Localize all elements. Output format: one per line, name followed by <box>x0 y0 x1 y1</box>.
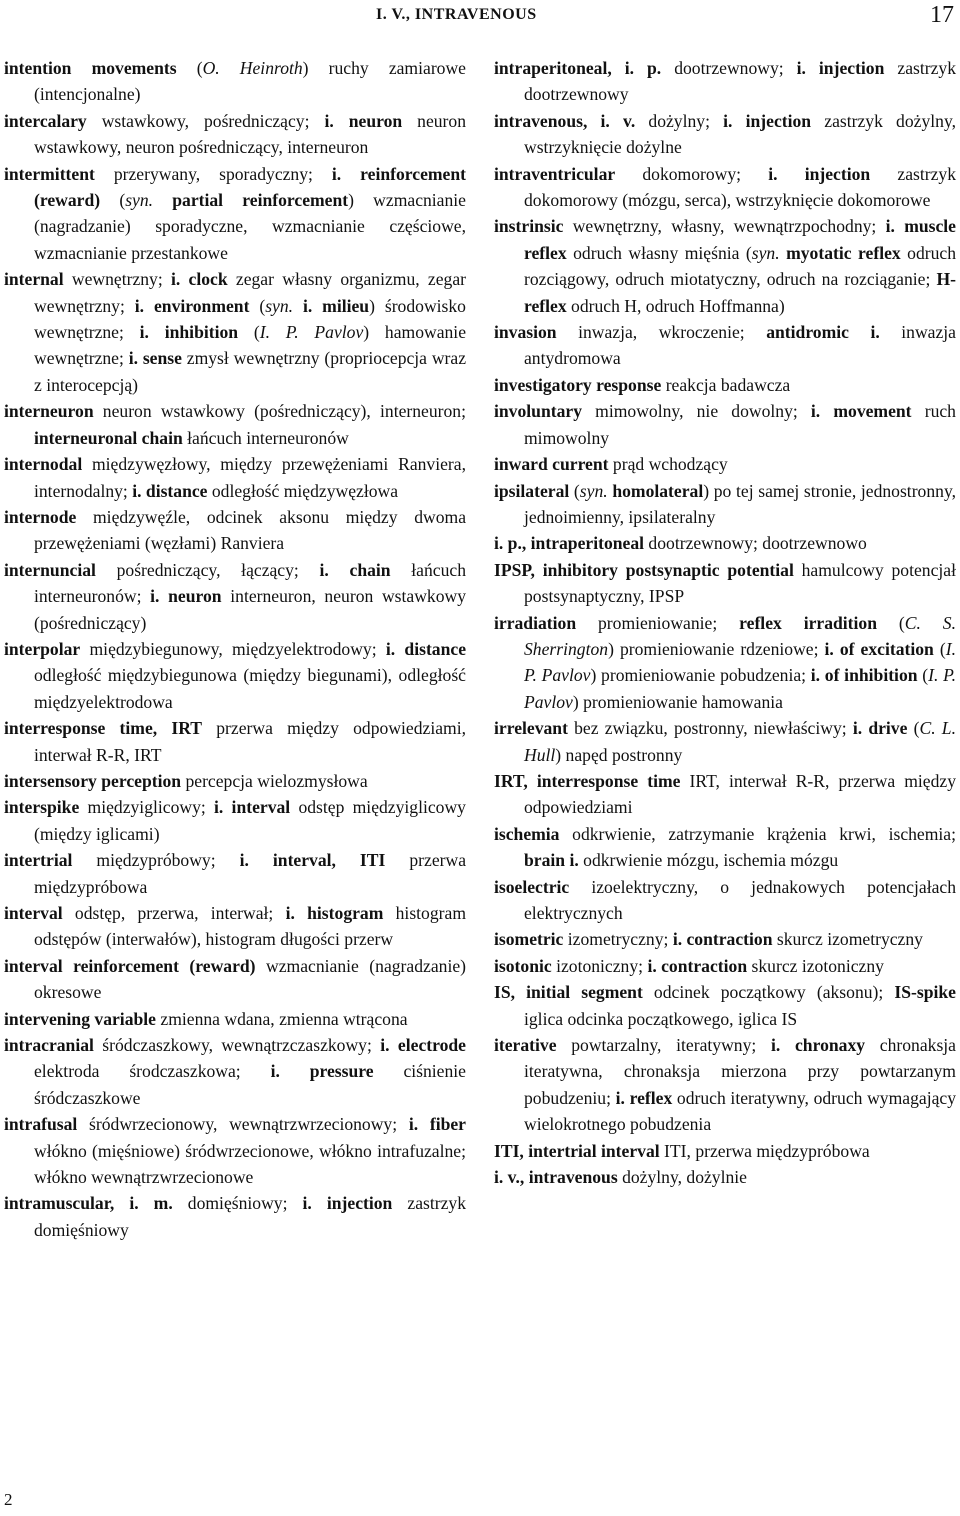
entry-term: internode <box>4 506 77 527</box>
entry-italic: C. L. Hull <box>524 718 956 765</box>
dictionary-entry <box>4 847 466 900</box>
entry-text: hamulcowy potencjał postsynaptyczny, IPSP <box>524 559 956 607</box>
entry-term: isotonic <box>494 955 552 976</box>
entry-text: dootrzewnowy; <box>661 58 797 78</box>
entry-text: neuron wstawkowy, neuron pośredniczący, interneuron <box>34 110 467 158</box>
entry-text: ( <box>907 718 920 739</box>
entry-text: międzypróbowy; <box>72 850 240 871</box>
entry-text: ( <box>933 638 946 659</box>
entry-term: internuncial <box>4 559 96 580</box>
entry-term: i. injection <box>723 110 812 131</box>
entry-text: ( <box>238 322 260 343</box>
entry-text: śródczaszkowy, wewnątrzczaszkowy; <box>93 1035 381 1056</box>
entry-italic: syn. <box>579 480 608 501</box>
entry-text: skurcz izometryczny <box>772 929 923 950</box>
entry-term: investigatory response <box>494 374 662 395</box>
dictionary-entry <box>494 926 956 952</box>
entry-term: partial reinforcement <box>172 190 349 211</box>
entry-term: intravenous, i. v. <box>494 110 636 131</box>
entry-term: i. muscle reflex <box>524 216 956 263</box>
entry-term: brain i. <box>524 850 579 871</box>
entry-term: interspike <box>4 797 80 818</box>
entry-text: odkrwienie mózgu, ischemia mózgu <box>578 850 839 871</box>
entry-text <box>293 296 303 316</box>
entry-text: ruch mimowolny <box>524 401 956 448</box>
entry-text: zastrzyk domięśniowy <box>34 1193 467 1240</box>
entry-text: międzywęzłowy, między przewężeniami Ranviera, internodalny; <box>34 454 466 501</box>
running-head: I. V., INTRAVENOUS <box>376 6 537 23</box>
right-column <box>494 55 956 1190</box>
entry-text: zastrzyk dokomorowy (mózgu, serca), wstrzyknięcie dokomorowe <box>524 163 956 211</box>
entry-term: H-reflex <box>524 269 956 316</box>
entry-term: i. milieu <box>302 295 370 316</box>
entry-term: intercalary <box>4 110 87 131</box>
entry-text: promieniowanie; <box>576 612 740 633</box>
entry-text: ( <box>100 190 126 211</box>
entry-text: wewnętrzny, własny, wewnątrzpochodny; <box>563 216 886 237</box>
entry-text: śródwrzecionowy, wewnątrzwrzecionowy; <box>77 1114 409 1135</box>
entry-text: ITI, przerwa międzypróbowa <box>659 1140 870 1161</box>
dictionary-entry <box>4 398 466 451</box>
dictionary-entry <box>4 1190 466 1243</box>
entry-term: ischemia <box>494 823 560 844</box>
entry-term: IPSP, inhibitory postsynaptic potential <box>494 559 794 580</box>
entry-term: ipsilateral <box>494 480 570 501</box>
entry-text: zastrzyk dożylny, wstrzyknięcie dożylne <box>524 110 956 158</box>
dictionary-entry <box>4 636 466 715</box>
entry-term: i. interval, ITI <box>239 850 386 871</box>
entry-text: ( <box>917 665 929 686</box>
entry-text: bez związku, postronny, niewłaściwy; <box>567 718 853 739</box>
entry-term: i. reflex <box>615 1087 673 1108</box>
entry-text: łańcuch interneuronów <box>182 427 349 448</box>
entry-italic: I. P. Pavlov <box>524 638 956 686</box>
entry-term: i. pressure <box>270 1061 374 1082</box>
entry-text: ) napęd postronny <box>555 744 683 765</box>
entry-term: reflex irradition <box>739 612 877 633</box>
entry-text: zmysł wewnętrzny (propriocepcja wraz z interocepcją) <box>34 348 467 395</box>
entry-text: zastrzyk dootrzewnowy <box>524 58 957 105</box>
entry-text: ciśnienie śródczaszkowe <box>34 1061 466 1108</box>
dictionary-entry <box>494 530 956 556</box>
entry-text: odruch rozciągowy, odruch miotatyczny, odruch na rozciąganie; <box>524 242 957 290</box>
entry-term: i. electrode <box>380 1035 466 1056</box>
entry-text: domięśniowy; <box>172 1193 303 1214</box>
dictionary-entry <box>4 900 466 953</box>
entry-text: ( <box>877 612 905 633</box>
entry-term: i. injection <box>796 58 885 78</box>
entry-text: izoelektryczny, o jednakowych potencjałach elektrycznych <box>524 876 956 923</box>
dictionary-entry <box>494 768 956 821</box>
entry-term: i. injection <box>302 1193 393 1214</box>
entry-text: ) promieniowanie pobudzenia; <box>590 665 811 686</box>
entry-term: intraventricular <box>494 163 616 184</box>
entry-text: elektroda środczaszkowa; <box>34 1061 271 1082</box>
dictionary-entry <box>494 979 956 1032</box>
entry-term: interneuron <box>4 401 94 422</box>
entry-term: i. chain <box>319 559 391 580</box>
dictionary-entry <box>494 1138 956 1164</box>
entry-text: odległość międzywęzłowa <box>207 480 399 501</box>
entry-term: intervening variable <box>4 1008 156 1029</box>
dictionary-entry <box>494 610 956 716</box>
entry-text: odległość międzybiegunowa (między biegunami), odległość międzyelektrodowa <box>34 665 466 712</box>
dictionary-entry <box>494 372 956 398</box>
entry-text: ) środowisko wewnętrzne; <box>34 295 466 343</box>
dictionary-entry <box>4 1006 466 1032</box>
entry-term: i. inhibition <box>139 322 239 343</box>
entry-text: ( <box>176 58 203 78</box>
entry-text: neuron wstawkowy (pośredniczący), interneuron; <box>93 401 466 422</box>
entry-text: dożylny, dożylnie <box>617 1167 747 1188</box>
entry-term: i. interval <box>214 797 291 818</box>
entry-term: IS, initial segment <box>494 982 643 1003</box>
entry-text: iglica odcinka początkowego, iglica IS <box>524 1008 798 1029</box>
entry-text: międzywęźle, odcinek aksonu między dwoma przewężeniami (węzłami) Ranviera <box>34 506 466 554</box>
entry-term: antidromic i. <box>766 322 880 343</box>
entry-term: ITI, intertrial interval <box>494 1140 660 1161</box>
dictionary-entry <box>4 794 466 847</box>
entry-text: histogram odstępów (interwałów), histogram długości przerw <box>34 903 466 950</box>
entry-text: przerywany, sporadyczny; <box>94 163 332 184</box>
dictionary-entry <box>494 108 956 161</box>
entry-term: intraperitoneal, i. p. <box>494 58 662 78</box>
dictionary-entry <box>494 478 956 531</box>
entry-italic: syn. <box>751 242 780 263</box>
entry-text: mimowolny, nie dowolny; <box>582 401 811 422</box>
entry-term: i. contraction <box>672 929 773 950</box>
entry-text: ) hamowanie wewnętrzne; <box>34 322 466 369</box>
entry-text: odruch iteratywny, odruch wymagający wielokrotnego pobudzenia <box>524 1087 957 1135</box>
entry-text: ) promieniowanie rdzeniowe; <box>608 638 825 659</box>
entry-term: i. fiber <box>408 1114 466 1135</box>
dictionary-entry <box>494 874 956 927</box>
entry-text: izometryczny; <box>563 929 673 950</box>
entry-term: i. drive <box>852 718 908 739</box>
entry-text: wewnętrzny; <box>63 269 171 290</box>
entry-text: odstęp, przerwa, interwał; <box>62 903 286 923</box>
entry-term: irrelevant <box>494 718 568 739</box>
entry-term: i. neuron <box>324 110 403 131</box>
entry-term: i. reinforcement (reward) <box>34 163 466 211</box>
entry-text: interneuron, neuron wstawkowy (pośredniczący) <box>34 586 467 633</box>
entry-term: intersensory perception <box>4 770 182 791</box>
dictionary-entry <box>4 108 466 161</box>
entry-term: i. neuron <box>150 586 222 607</box>
entry-term: internodal <box>4 454 83 475</box>
dictionary-entry <box>494 715 956 768</box>
entry-term: intramuscular, i. m. <box>4 1193 173 1214</box>
entry-italic: O. Heinroth <box>202 58 303 78</box>
dictionary-entry <box>494 821 956 874</box>
entry-text: ) po tej samej stronie, jednostronny, jednoimienny, ipsilateralny <box>524 480 956 527</box>
entry-text: międzybiegunowy, międzyelektrodowy; <box>80 638 386 659</box>
entry-term: isoelectric <box>494 876 570 897</box>
entry-term: i. chronaxy <box>771 1035 866 1056</box>
entry-term: interneuronal chain <box>34 427 183 448</box>
entry-term: i. p., intraperitoneal <box>494 533 645 554</box>
entry-text: ) wzmacnianie (nagradzanie) sporadyczne, wzmacnianie częściowe, wzmacnianie przestankowe <box>34 190 466 263</box>
entry-text: dożylny; <box>635 110 724 131</box>
entry-text: izotoniczny; <box>551 955 648 976</box>
dictionary-entry <box>494 451 956 477</box>
entry-text: zmienna wdana, zmienna wtrącona <box>155 1008 408 1029</box>
entry-term: involuntary <box>494 401 582 422</box>
entry-term: i. of inhibition <box>810 665 918 686</box>
entry-text: dootrzewnowy; dootrzewnowo <box>644 533 867 554</box>
entry-term: IRT, interresponse time <box>494 770 681 791</box>
entry-term: isometric <box>494 929 564 950</box>
entry-text: odcinek początkowy (aksonu); <box>642 982 895 1003</box>
entry-text: odruch własny mięśnia ( <box>566 242 752 263</box>
entry-term: homolateral <box>612 480 704 501</box>
dictionary-entry <box>494 953 956 979</box>
entry-term: intertrial <box>4 850 73 871</box>
entry-italic: syn. <box>125 190 154 211</box>
entry-term: i. clock <box>171 269 228 290</box>
dictionary-entry <box>4 768 466 794</box>
dictionary-entry <box>4 451 466 504</box>
entry-term: inward current <box>494 454 609 475</box>
entry-term: myotatic reflex <box>786 242 901 263</box>
entry-term: i. distance <box>385 638 467 659</box>
dictionary-entry <box>494 161 956 214</box>
footer-number: 2 <box>4 1490 13 1509</box>
entry-term: iterative <box>494 1035 557 1056</box>
entry-text: powtarzalny, iteratywny; <box>556 1035 771 1056</box>
page-number: 17 <box>930 2 954 28</box>
entry-text: dokomorowy; <box>615 163 769 184</box>
dictionary-entry <box>494 1164 956 1190</box>
entry-text: wzmacnianie (nagradzanie) okresowe <box>34 955 466 1003</box>
entry-text: IRT, interwał R-R, przerwa między odpowiedziami <box>524 770 957 818</box>
entry-term: irradiation <box>494 612 577 633</box>
entry-text: ) ruchy zamiarowe (intencjonalne) <box>34 58 466 105</box>
dictionary-entry <box>494 319 956 372</box>
entry-term: intracranial <box>4 1035 94 1056</box>
entry-text: pośredniczący, łączący; <box>95 559 320 580</box>
entry-italic: I. P. Pavlov <box>524 665 956 712</box>
entry-term: i. environment <box>134 295 250 316</box>
entry-text: prąd wchodzący <box>608 454 728 475</box>
entry-italic: I. P. Pavlov <box>259 322 364 343</box>
entry-text: międzyiglicowy; <box>79 797 215 818</box>
dictionary-entry <box>4 1111 466 1190</box>
entry-term: i. histogram <box>285 903 384 923</box>
entry-text: reakcja badawcza <box>661 374 791 395</box>
entry-term: internal <box>4 269 64 290</box>
entry-term: interresponse time, IRT <box>4 718 203 739</box>
entry-text: percepcja wielozmysłowa <box>181 770 368 791</box>
entry-text: ( <box>569 480 580 501</box>
entry-italic: syn. <box>265 295 294 316</box>
entry-term: interval <box>4 903 63 923</box>
entry-text: przerwa między odpowiedziami, interwał R-R, IRT <box>34 718 466 765</box>
entry-text <box>153 190 172 210</box>
dictionary-entry <box>4 504 466 557</box>
entry-italic: C. S. Sherrington <box>524 612 956 659</box>
page-header <box>0 0 960 32</box>
dictionary-entry <box>494 1032 956 1138</box>
entry-term: intention movements <box>4 58 177 78</box>
dictionary-entry <box>4 266 466 398</box>
dictionary-entry <box>4 161 466 267</box>
entry-text: ( <box>249 295 266 316</box>
entry-text: odkrwienie, zatrzymanie krążenia krwi, ischemia; <box>559 823 956 844</box>
entry-term: i. injection <box>768 163 871 184</box>
dictionary-entry <box>494 213 956 319</box>
entry-text: inwazja antydromowa <box>524 322 956 369</box>
dictionary-entry <box>494 55 956 108</box>
entry-term: interpolar <box>4 638 81 659</box>
entry-text: przerwa międzypróbowa <box>34 850 467 897</box>
entry-text: zegar własny organizmu, zegar wewnętrzny; <box>34 269 466 316</box>
dictionary-entry <box>4 55 466 108</box>
dictionary-entry <box>494 557 956 610</box>
entry-term: interval reinforcement (reward) <box>4 955 256 976</box>
entry-text: inwazja, wkroczenie; <box>556 322 767 343</box>
entry-text: odstęp międzyiglicowy (między iglicami) <box>34 797 466 844</box>
entry-text: chronaksja iteratywna, chronaksja mierzona przy powtarzanym pobudzeniu; <box>524 1035 956 1108</box>
dictionary-entry <box>4 557 466 636</box>
entry-term: i. distance <box>132 480 208 501</box>
entry-term: i. of excitation <box>824 638 934 659</box>
entry-term: i. v., intravenous <box>494 1167 618 1188</box>
entry-text: ) promieniowanie hamowania <box>572 691 783 712</box>
dictionary-entry <box>4 953 466 1006</box>
entry-term: intermittent <box>4 163 95 184</box>
entry-text: wstawkowy, pośredniczący; <box>86 110 325 131</box>
entry-text: skurcz izotoniczny <box>747 955 884 976</box>
entry-term: i. movement <box>810 401 912 422</box>
entry-text: łańcuch interneuronów; <box>34 559 466 607</box>
entry-term: instrinsic <box>494 216 564 237</box>
entry-term: intrafusal <box>4 1114 78 1135</box>
dictionary-entry <box>494 398 956 451</box>
entry-text: włókno (mięśniowe) śródwrzecionowe, włókno intrafuzalne; włókno wewnątrzwrzecionowe <box>34 1140 466 1188</box>
dictionary-entry <box>4 1032 466 1111</box>
left-column <box>4 55 466 1243</box>
entry-term: i. sense <box>128 348 182 369</box>
entry-term: i. contraction <box>647 955 748 976</box>
entry-term: invasion <box>494 322 557 343</box>
entry-term: IS-spike <box>894 982 956 1003</box>
entry-text: odruch H, odruch Hoffmanna) <box>566 295 785 316</box>
dictionary-entry <box>4 715 466 768</box>
